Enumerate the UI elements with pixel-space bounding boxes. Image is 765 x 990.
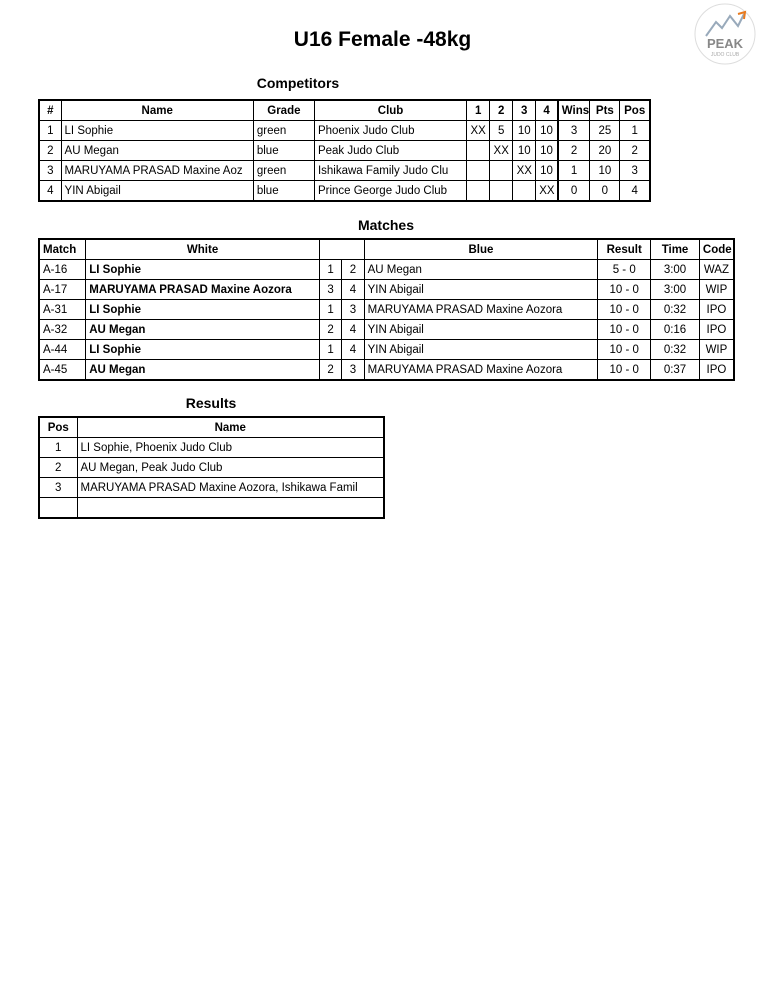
results-heading: Results (185, 395, 237, 411)
result-name: LI Sophie, Phoenix Judo Club (77, 438, 384, 458)
result-position: 1 (39, 438, 77, 458)
white-competitor: LI Sophie (86, 260, 320, 280)
result-name (77, 498, 384, 519)
table-row (39, 121, 650, 141)
white-number: 1 (319, 300, 341, 320)
col-header: Wins (558, 100, 590, 121)
match-result: 10 - 0 (598, 300, 651, 320)
col-header: Pts (590, 100, 620, 121)
competitor-grade: green (253, 161, 314, 181)
table-row (39, 181, 650, 202)
match-result: 5 - 0 (598, 260, 651, 280)
matches-table (38, 238, 735, 381)
table-row (39, 300, 734, 320)
score-cell: 5 (490, 121, 513, 141)
score-cell (490, 181, 513, 202)
table-row (39, 260, 734, 280)
wins-cell: 2 (558, 141, 590, 161)
points-cell: 10 (590, 161, 620, 181)
table-row (39, 438, 384, 458)
svg-text:PEAK: PEAK (706, 36, 744, 51)
score-cell (467, 141, 490, 161)
competitor-name: LI Sophie (61, 121, 253, 141)
competitor-club: Prince George Judo Club (314, 181, 466, 202)
col-header: Code (699, 239, 734, 260)
col-header: Name (61, 100, 253, 121)
col-header: Pos (39, 417, 77, 438)
table-row (39, 458, 384, 478)
col-header: Club (314, 100, 466, 121)
competitor-name: MARUYAMA PRASAD Maxine Aoz (61, 161, 253, 181)
match-id: A-45 (39, 360, 86, 381)
white-competitor: AU Megan (86, 320, 320, 340)
points-cell: 20 (590, 141, 620, 161)
col-header: Grade (253, 100, 314, 121)
matches-header-row (39, 239, 734, 260)
match-time: 0:16 (651, 320, 700, 340)
blue-number: 3 (342, 300, 364, 320)
blue-number: 4 (342, 320, 364, 340)
blue-competitor: YIN Abigail (364, 320, 598, 340)
blue-competitor: MARUYAMA PRASAD Maxine Aozora (364, 300, 598, 320)
score-cell (467, 161, 490, 181)
wins-cell: 3 (558, 121, 590, 141)
match-id: A-44 (39, 340, 86, 360)
score-cell: XX (490, 141, 513, 161)
match-result: 10 - 0 (598, 280, 651, 300)
score-cell: XX (467, 121, 490, 141)
svg-text:JUDO CLUB: JUDO CLUB (710, 52, 740, 58)
competitor-grade: blue (253, 181, 314, 202)
result-position (39, 498, 77, 519)
score-cell: 10 (513, 141, 536, 161)
competitor-number: 2 (39, 141, 61, 161)
col-header (342, 239, 364, 260)
peak-judo-club-logo (694, 0, 756, 70)
table-row (39, 478, 384, 498)
position-cell: 2 (620, 141, 650, 161)
blue-competitor: YIN Abigail (364, 280, 598, 300)
col-header: Match (39, 239, 86, 260)
competitors-header-row (39, 100, 650, 121)
table-row (39, 360, 734, 381)
score-cell: 10 (536, 161, 558, 181)
match-code: WIP (699, 280, 734, 300)
score-cell: 10 (513, 121, 536, 141)
col-header: Name (77, 417, 384, 438)
position-cell: 4 (620, 181, 650, 202)
table-row (39, 161, 650, 181)
score-cell (467, 181, 490, 202)
wins-cell: 0 (558, 181, 590, 202)
competitor-number: 4 (39, 181, 61, 202)
col-header: Blue (364, 239, 598, 260)
col-header: 4 (536, 100, 558, 121)
points-cell: 0 (590, 181, 620, 202)
position-cell: 1 (620, 121, 650, 141)
table-row (39, 280, 734, 300)
competitor-grade: blue (253, 141, 314, 161)
result-name: MARUYAMA PRASAD Maxine Aozora, Ishikawa Famil (77, 478, 384, 498)
score-cell: 10 (536, 141, 558, 161)
table-row (39, 320, 734, 340)
blue-number: 3 (342, 360, 364, 381)
competitor-club: Peak Judo Club (314, 141, 466, 161)
match-time: 0:32 (651, 300, 700, 320)
white-number: 1 (319, 340, 341, 360)
competitors-table (38, 99, 651, 202)
white-competitor: MARUYAMA PRASAD Maxine Aozora (86, 280, 320, 300)
match-code: IPO (699, 300, 734, 320)
blue-competitor: MARUYAMA PRASAD Maxine Aozora (364, 360, 598, 381)
white-number: 3 (319, 280, 341, 300)
competitor-club: Ishikawa Family Judo Clu (314, 161, 466, 181)
col-header: White (86, 239, 320, 260)
score-cell (490, 161, 513, 181)
match-id: A-32 (39, 320, 86, 340)
matches-heading: Matches (357, 217, 415, 233)
white-number: 2 (319, 320, 341, 340)
blue-competitor: YIN Abigail (364, 340, 598, 360)
match-code: IPO (699, 320, 734, 340)
match-id: A-17 (39, 280, 86, 300)
points-cell: 25 (590, 121, 620, 141)
match-code: IPO (699, 360, 734, 381)
match-result: 10 - 0 (598, 360, 651, 381)
col-header (319, 239, 341, 260)
competitor-name: AU Megan (61, 141, 253, 161)
match-time: 3:00 (651, 260, 700, 280)
competitor-club: Phoenix Judo Club (314, 121, 466, 141)
score-cell: XX (536, 181, 558, 202)
match-id: A-31 (39, 300, 86, 320)
white-number: 2 (319, 360, 341, 381)
results-table (38, 416, 385, 519)
result-position: 2 (39, 458, 77, 478)
position-cell: 3 (620, 161, 650, 181)
col-header: 3 (513, 100, 536, 121)
match-code: WIP (699, 340, 734, 360)
white-competitor: LI Sophie (86, 300, 320, 320)
result-position: 3 (39, 478, 77, 498)
competitor-number: 1 (39, 121, 61, 141)
match-result: 10 - 0 (598, 320, 651, 340)
col-header: # (39, 100, 61, 121)
white-competitor: AU Megan (86, 360, 320, 381)
white-competitor: LI Sophie (86, 340, 320, 360)
score-cell (513, 181, 536, 202)
wins-cell: 1 (558, 161, 590, 181)
col-header: 2 (490, 100, 513, 121)
col-header: 1 (467, 100, 490, 121)
match-result: 10 - 0 (598, 340, 651, 360)
white-number: 1 (319, 260, 341, 280)
blue-number: 4 (342, 280, 364, 300)
competitor-grade: green (253, 121, 314, 141)
score-cell: XX (513, 161, 536, 181)
match-time: 3:00 (651, 280, 700, 300)
results-header-row (39, 417, 384, 438)
competitor-number: 3 (39, 161, 61, 181)
match-code: WAZ (699, 260, 734, 280)
blue-number: 4 (342, 340, 364, 360)
table-row (39, 141, 650, 161)
page-title: U16 Female -48kg (293, 28, 472, 51)
blue-competitor: AU Megan (364, 260, 598, 280)
match-id: A-16 (39, 260, 86, 280)
col-header: Time (651, 239, 700, 260)
blue-number: 2 (342, 260, 364, 280)
table-row (39, 498, 384, 519)
col-header: Result (598, 239, 651, 260)
competitors-heading: Competitors (256, 75, 340, 91)
table-row (39, 340, 734, 360)
competitor-name: YIN Abigail (61, 181, 253, 202)
col-header: Pos (620, 100, 650, 121)
result-name: AU Megan, Peak Judo Club (77, 458, 384, 478)
match-time: 0:32 (651, 340, 700, 360)
match-time: 0:37 (651, 360, 700, 381)
score-cell: 10 (536, 121, 558, 141)
